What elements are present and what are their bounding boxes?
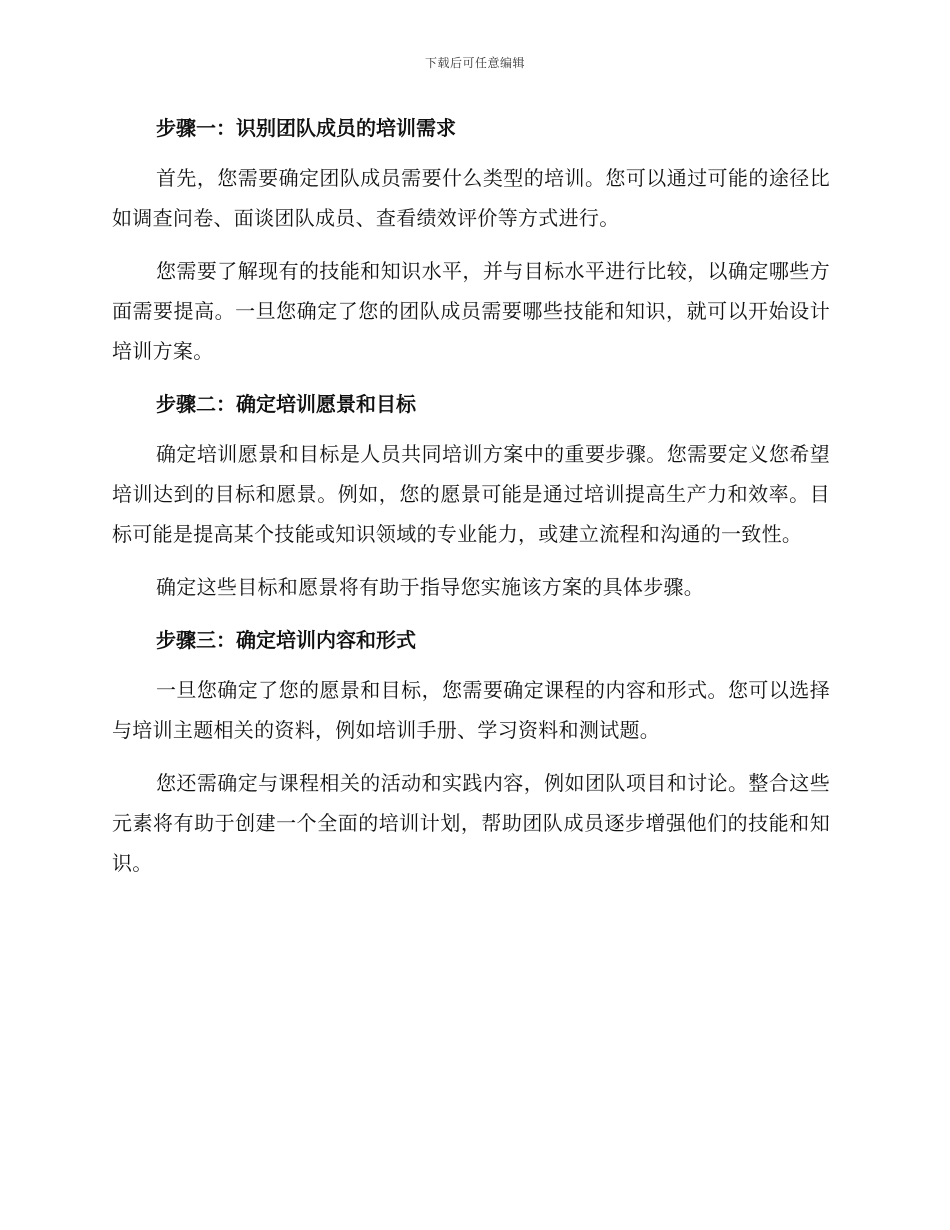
- paragraph: 确定培训愿景和目标是人员共同培训方案中的重要步骤。您需要定义您希望培训达到的目标和愿景。例如，您的愿景可能是通过培训提高生产力和效率。目标可能是提高某个技能或知识领域的专业能力，或建立流程和沟通的一致性。: [112, 442, 830, 546]
- paragraph: 您还需确定与课程相关的活动和实践内容，例如团队项目和讨论。整合这些元素将有助于创建一个全面的培训计划，帮助团队成员逐步增强他们的技能和知识。: [112, 771, 830, 875]
- section-step-two: [112, 384, 830, 607]
- paragraph: 一旦您确定了您的愿景和目标，您需要确定课程的内容和形式。您可以选择与培训主题相关的资料，例如培训手册、学习资料和测试题。: [112, 678, 830, 742]
- paragraph: 确定这些目标和愿景将有助于指导您实施该方案的具体步骤。: [156, 575, 705, 599]
- section-heading: 步骤一：识别团队成员的培训需求: [156, 116, 456, 140]
- paragraph: 首先，您需要确定团队成员需要什么类型的培训。您可以通过可能的途径比如调查问卷、面谈团队成员、查看绩效评价等方式进行。: [112, 166, 830, 230]
- paragraph: 您需要了解现有的技能和知识水平，并与目标水平进行比较，以确定哪些方面需要提高。一旦您确定了您的团队成员需要哪些技能和知识，就可以开始设计培训方案。: [112, 259, 830, 363]
- document-body: [112, 108, 830, 896]
- section-heading: 步骤三：确定培训内容和形式: [156, 628, 416, 652]
- page-header: 下载后可任意编辑: [424, 56, 525, 70]
- section-heading: 步骤二：确定培训愿景和目标: [156, 392, 416, 416]
- section-step-three: [112, 620, 830, 883]
- section-step-one: [112, 108, 830, 371]
